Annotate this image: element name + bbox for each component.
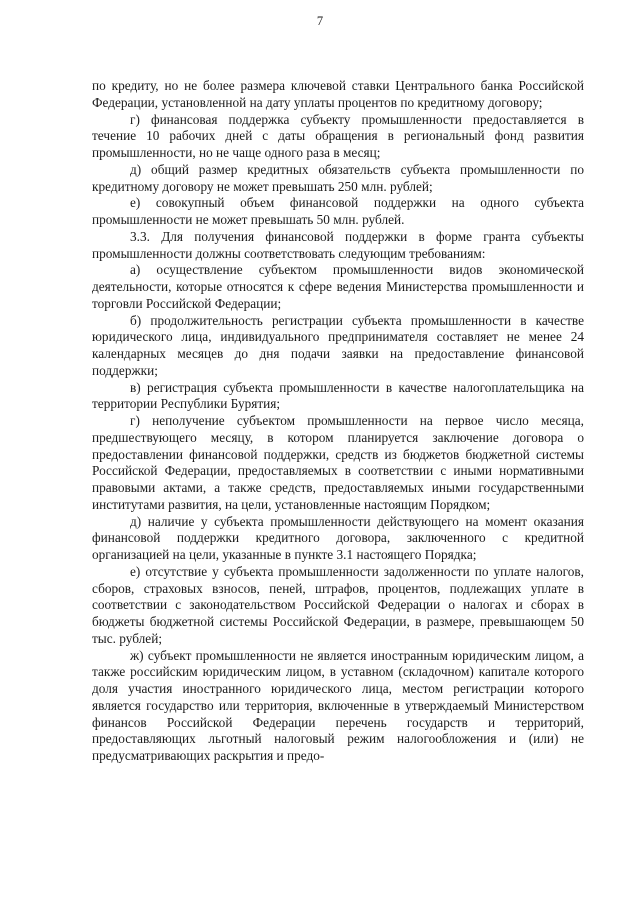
paragraph: г) финансовая поддержка субъекту промышленности предоставляется в течение 10 рабочих дней с даты обращения в региональный фонд развития промышленности, но не чаще одного раза в месяц;	[92, 111, 584, 160]
paragraph: е) отсутствие у субъекта промышленности задолженности по уплате налогов, сборов, страховых взносов, пеней, штрафов, процентов, подлежащих уплате в соответствии с законодательством Российской Федерации о налогах и сборах в бюджеты бюджетной системы Российской Федерации, в размере, превышающем 50 тыс. рублей;	[92, 563, 584, 646]
paragraph: д) наличие у субъекта промышленности действующего на момент оказания финансовой поддержки кредитного договора, заключенного с кредитной организацией на цели, указанные в пункте 3.1 настоящего Порядка;	[92, 513, 584, 562]
document-body	[92, 78, 584, 765]
paragraph: е) совокупный объем финансовой поддержки на одного субъекта промышленности не может превышать 50 млн. рублей.	[92, 195, 584, 227]
page-number: 7	[316, 14, 324, 28]
paragraph: а) осуществление субъектом промышленности видов экономической деятельности, которые относятся к сфере ведения Министерства промышленности и торговли Российской Федерации;	[92, 262, 584, 311]
paragraph: ж) субъект промышленности не является иностранным юридическим лицом, а также российским юридическим лицом, в уставном (складочном) капитале которого доля участия иностранного юридического лица, местом регистрации которого является государство или территория, включенные в утверждаемый Министерством финансов Российской Федерации перечень государств и территорий, предоставляющих льготный налоговый режим налогообложения и (или) не предусматривающих раскрытия и предо-	[92, 647, 584, 763]
paragraph: д) общий размер кредитных обязательств субъекта промышленности по кредитному договору не может превышать 250 млн. рублей;	[92, 161, 584, 194]
paragraph: 3.3. Для получения финансовой поддержки в форме гранта субъекты промышленности должны соответствовать следующим требованиям:	[92, 228, 584, 261]
paragraph: в) регистрация субъекта промышленности в качестве налогоплательщика на территории Республики Бурятия;	[92, 379, 584, 412]
paragraph: по кредиту, но не более размера ключевой ставки Центрального банка Российской Федерации, установленной на дату уплаты процентов по кредитному договору;	[92, 78, 584, 110]
paragraph: г) неполучение субъектом промышленности на первое число месяца, предшествующего месяцу, в котором планируется заключение договора о предоставлении финансовой поддержки, средств из бюджетов бюджетной системы Российской Федерации, предоставляемых в соответствии с иными нормативными правовыми актами, а также средств, предоставляемых иными государственными институтами развития, на цели, установленные настоящим Порядком;	[92, 413, 584, 512]
paragraph: б) продолжительность регистрации субъекта промышленности в качестве юридического лица, индивидуального предпринимателя составляет не менее 24 календарных месяцев до дня подачи заявки на предоставление финансовой поддержки;	[92, 312, 584, 378]
